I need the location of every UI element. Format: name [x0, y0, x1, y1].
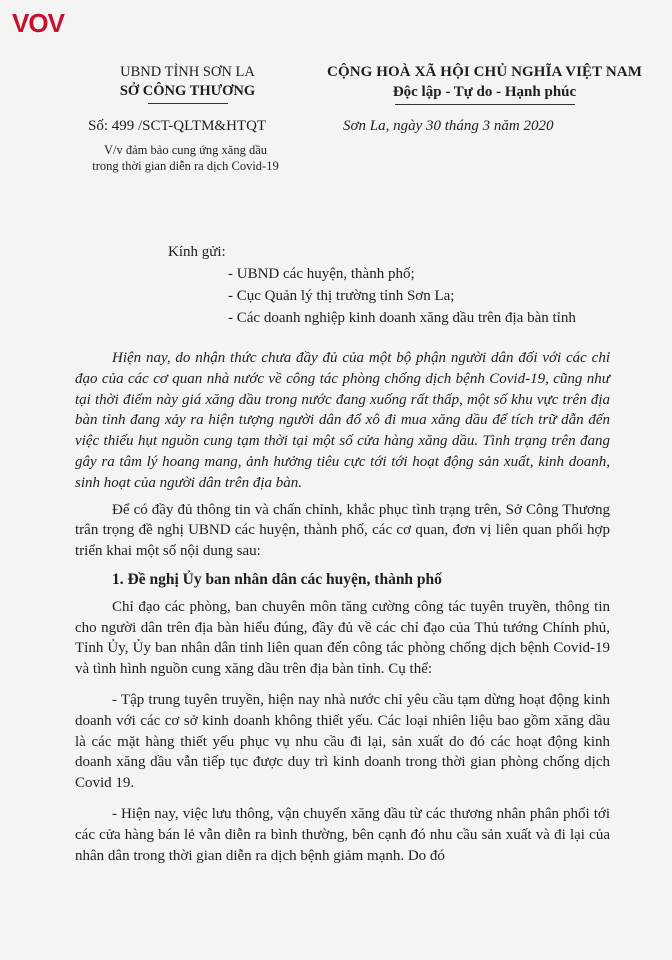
issuer-underline: [148, 103, 228, 104]
country-name: CỘNG HOÀ XÃ HỘI CHỦ NGHĨA VIỆT NAM: [327, 64, 642, 80]
body-paragraph-request: Để có đầy đủ thông tin và chấn chỉnh, khắc phục tình trạng trên, Sở Công Thương trân trọng đề nghị UBND các huyện, thành phố, các cơ quan, đơn vị liên quan phối hợp triển khai một số nội dung sau:: [75, 501, 610, 560]
recipient-item: - Các doanh nghiệp kinh doanh xăng dầu trên địa bàn tỉnh: [228, 310, 576, 326]
subject-line-1: V/v đảm bảo cung ứng xăng dầu: [104, 143, 267, 157]
subject-line-2: trong thời gian diễn ra dịch Covid-19: [92, 159, 279, 173]
body-paragraph-intro: Hiện nay, do nhận thức chưa đầy đủ của một bộ phận người dân đối với các chỉ đạo của các cơ quan nhà nước về công tác phòng chống dịch bệnh Covid-19, cũng như tại thời điểm này giá xăng dầu trong nước đang xuống rất thấp, một số khu vực trên địa bàn tỉnh đang xảy ra hiện tượng người dân đổ xô đi mua xăng dầu để tích trữ dẫn đến việc thiếu hụt nguồn cung tạm thời tại một số cửa hàng xăng dầu. Tình trạng trên đang gây ra tâm lý hoang mang, ảnh hưởng tiêu cực tới tới hoạt động sản xuất, kinh doanh, sinh hoạt của người dân trên địa bàn.: [75, 350, 610, 491]
document-date: Sơn La, ngày 30 tháng 3 năm 2020: [343, 118, 554, 134]
motto-underline: [395, 104, 575, 105]
vov-watermark-text: VOV: [12, 8, 64, 38]
salutation: Kính gửi:: [168, 244, 226, 260]
department-name: SỞ CÔNG THƯƠNG: [119, 83, 256, 99]
document-subject: [68, 142, 303, 174]
national-title-block: [312, 62, 657, 105]
body-paragraph-point-2: - Hiện nay, việc lưu thông, vận chuyển xăng dầu từ các thương nhân phân phối tới các cửa hàng bán lẻ vẫn diễn ra bình thường, bên cạnh đó nhu cầu sản xuất và đi lại của nhân dân trong thời gian diễn ra dịch bệnh giảm mạnh. Do đó: [75, 805, 610, 864]
agency-name: UBND TỈNH SƠN LA: [120, 64, 255, 80]
national-motto: Độc lập - Tự do - Hạnh phúc: [392, 84, 577, 100]
recipient-item: - UBND các huyện, thành phố;: [228, 266, 415, 282]
body-paragraph-directive: Chỉ đạo các phòng, ban chuyên môn tăng cường công tác tuyên truyền, thông tin cho người dân trên địa bàn hiểu đúng, đầy đủ về các chỉ đạo của Thủ tướng Chính phủ, Tỉnh Ủy, Ủy ban nhân dân tỉnh liên quan đến công tác phòng chống dịch bệnh Covid-19 và tình hình nguồn cung xăng dầu trên địa bàn tỉnh. Cụ thể:: [75, 598, 610, 678]
issuer-block: [70, 62, 305, 104]
document-number: Số: 499 /SCT-QLTM&HTQT: [88, 118, 267, 134]
document-body: [75, 348, 610, 866]
recipient-list: [228, 263, 576, 329]
body-paragraph-point-1: - Tập trung tuyên truyền, hiện nay nhà nước chỉ yêu cầu tạm dừng hoạt động kinh doanh với các cơ sở kinh doanh không thiết yếu. Các loại nhiên liệu bao gồm xăng dầu là các mặt hàng thiết yếu phục vụ nhu cầu đi lại, sản xuất do đó các hoạt động kinh doanh xăng dầu vẫn tiếp tục được duy trì kinh doanh trong thời gian phòng chống dịch Covid 19.: [75, 691, 610, 792]
vov-logo: [12, 8, 64, 39]
section-heading-1: 1. Đề nghị Ủy ban nhân dân các huyện, thành phố: [112, 570, 442, 588]
recipient-item: - Cục Quản lý thị trường tỉnh Sơn La;: [228, 288, 455, 304]
